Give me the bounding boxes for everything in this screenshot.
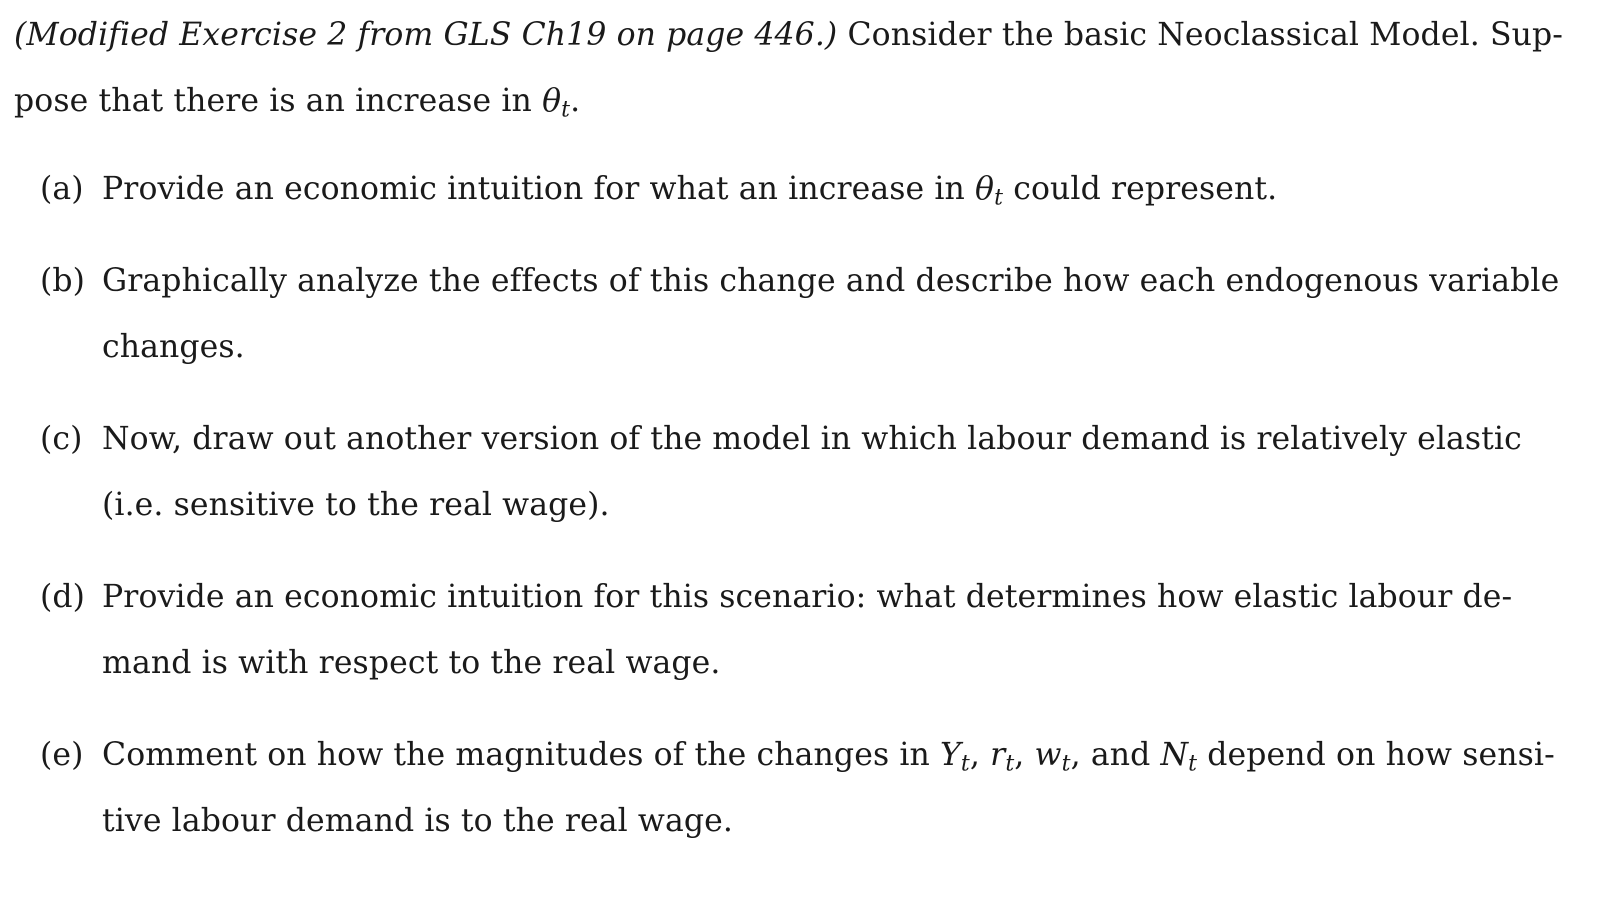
intro-text: Consider the basic Neoclassical Model. Sup- <box>847 17 1564 53</box>
question-e-part-1: Comment on how the magnitudes of the changes in <box>102 737 930 773</box>
question-label: (b) <box>40 263 86 299</box>
comma: , <box>1014 737 1025 773</box>
question-c-line-1: Now, draw out another version of the model in which labour demand is relatively elastic <box>102 421 1522 457</box>
source-note: (Modified Exercise 2 from GLS Ch19 on page 446.) <box>14 17 838 53</box>
var-N: N <box>1160 737 1189 773</box>
var-r: r <box>990 737 1006 773</box>
question-b-line-2: changes. <box>102 329 245 365</box>
subscript-t: t <box>561 97 571 123</box>
question-b <box>14 248 1574 380</box>
comma: , <box>1070 737 1081 773</box>
subscript-t: t <box>994 185 1004 211</box>
question-e-line-1 <box>102 722 1574 788</box>
question-a-part-2: could represent. <box>1013 171 1278 207</box>
question-d-line-1: Provide an economic intuition for this scenario: what determines how elastic labour de- <box>102 579 1513 615</box>
intro-text-2: pose that there is an increase in <box>14 83 532 119</box>
question-label: (d) <box>40 579 86 615</box>
var-w: w <box>1034 737 1062 773</box>
subscript-t: t <box>1005 751 1015 777</box>
subscript-t: t <box>1188 751 1198 777</box>
subscript-t: t <box>960 751 970 777</box>
exercise-document <box>14 0 1574 854</box>
and-word: and <box>1090 737 1151 773</box>
subscript-t: t <box>1061 751 1071 777</box>
question-d <box>14 564 1574 696</box>
question-d-line-2: mand is with respect to the real wage. <box>102 645 721 681</box>
question-c-line-2: (i.e. sensitive to the real wage). <box>102 487 610 523</box>
question-b-line-1: Graphically analyze the effects of this change and describe how each endogenous variable <box>102 263 1560 299</box>
intro-line-2 <box>14 83 581 123</box>
comma: , <box>969 737 981 773</box>
question-a <box>14 156 1574 222</box>
question-e-part-2: depend on how sensi- <box>1207 737 1555 773</box>
intro-line-1 <box>14 17 1563 53</box>
question-a-part-1: Provide an economic intuition for what an increase in <box>102 171 965 207</box>
theta-symbol: θ <box>542 83 562 119</box>
question-label: (c) <box>40 421 83 457</box>
question-c <box>14 406 1574 538</box>
question-e <box>14 722 1574 854</box>
var-Y: Y <box>940 737 961 773</box>
period: . <box>570 83 581 119</box>
exercise-intro <box>14 2 1574 134</box>
question-label: (e) <box>40 737 84 773</box>
question-a-text <box>102 156 1574 222</box>
question-label: (a) <box>40 171 84 207</box>
question-e-line-2: tive labour demand is to the real wage. <box>102 803 733 839</box>
theta-symbol: θ <box>975 171 995 207</box>
